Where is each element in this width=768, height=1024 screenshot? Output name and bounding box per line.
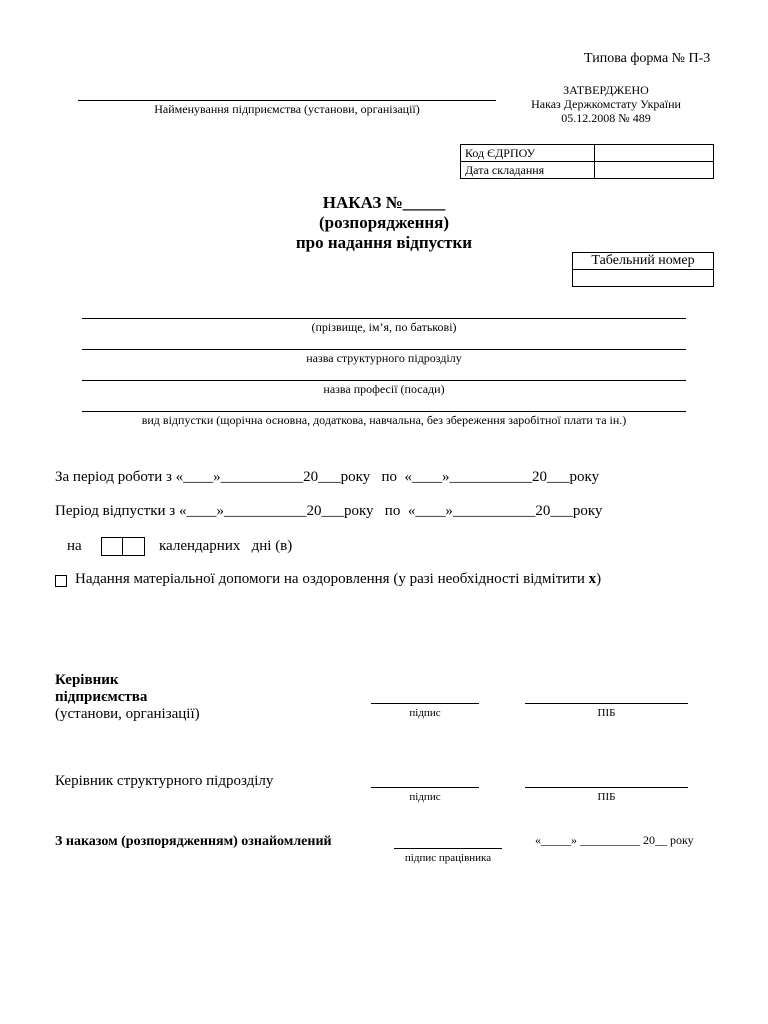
head-org-line-1: Керівник — [55, 672, 119, 688]
head-dept-pib-caption: ПІБ — [597, 791, 616, 803]
head-dept-signature-field[interactable] — [371, 787, 479, 788]
table-row — [461, 145, 714, 162]
days-prefix: на — [67, 538, 82, 554]
head-dept-pib-field[interactable] — [525, 787, 688, 788]
table-row — [573, 253, 714, 270]
form-label: Типова форма № П-3 — [584, 51, 711, 66]
head-org-pib-caption: ПІБ — [597, 707, 616, 719]
title-line-2: (розпорядження) — [318, 213, 450, 232]
full-name-field[interactable] — [82, 318, 686, 319]
department-field[interactable] — [82, 349, 686, 350]
tab-number-value[interactable] — [573, 270, 714, 287]
position-caption: назва професії (посади) — [323, 382, 445, 396]
position-field[interactable] — [82, 380, 686, 381]
head-org-line-2: підприємства — [55, 689, 148, 705]
leave-type-field[interactable] — [82, 411, 686, 412]
material-aid-end: ) — [596, 571, 602, 587]
table-row — [573, 270, 714, 287]
head-org-signature-caption: підпис — [409, 707, 441, 719]
material-aid-label — [75, 571, 601, 588]
head-org-pib-field[interactable] — [525, 703, 688, 704]
material-aid-checkbox[interactable] — [55, 575, 67, 587]
tab-number-label: Табельний номер — [573, 253, 714, 270]
codes-table — [460, 144, 714, 179]
acquainted-label: З наказом (розпорядженням) ознайомлений — [55, 834, 332, 849]
leave-type-caption: вид відпустки (щорічна основна, додаткова, навчальна, без збереження заробітної плати та ін.) — [141, 413, 627, 427]
date-label: Дата складання — [461, 162, 595, 179]
department-caption: назва структурного підрозділу — [306, 351, 462, 365]
days-suffix: календарних дні (в) — [159, 538, 293, 554]
edrpou-label: Код ЄДРПОУ — [461, 145, 595, 162]
org-name-field[interactable] — [78, 100, 496, 101]
employee-signature-caption: підпис працівника — [404, 852, 492, 864]
approval-line-3: 05.12.2008 № 489 — [561, 111, 651, 125]
head-org-line-3: (установи, організації) — [55, 706, 200, 722]
date-value[interactable] — [595, 162, 714, 179]
approval-block — [520, 83, 692, 125]
full-name-caption: (прізвище, ім’я, по батькові) — [311, 320, 457, 334]
days-count-box[interactable] — [101, 537, 145, 556]
approval-line-2: Наказ Держкомстату України — [531, 97, 681, 111]
head-dept-signature-caption: підпис — [409, 791, 441, 803]
material-aid-text: Надання матеріальної допомоги на оздоровлення (у разі необхідності відмітити — [75, 571, 589, 587]
head-dept-title: Керівник структурного підрозділу — [55, 773, 274, 789]
order-title — [234, 193, 534, 253]
title-line-3: про надання відпустки — [295, 233, 473, 252]
tab-number-table — [572, 252, 714, 287]
title-line-1: НАКАЗ №_____ — [322, 193, 446, 212]
acquainted-date[interactable]: «_____» __________ 20__ року — [535, 833, 694, 847]
approval-line-1: ЗАТВЕРДЖЕНО — [563, 83, 649, 97]
days-box-divider — [122, 537, 123, 556]
edrpou-value[interactable] — [595, 145, 714, 162]
table-row — [461, 162, 714, 179]
org-caption: Найменування підприємства (установи, організації) — [154, 102, 420, 116]
material-aid-mark: х — [588, 571, 597, 587]
employee-signature-field[interactable] — [394, 848, 502, 849]
leave-period[interactable]: Період відпустки з «____»___________20___року по «____»___________20___року — [55, 503, 603, 519]
head-org-signature-field[interactable] — [371, 703, 479, 704]
head-org-title — [55, 672, 200, 723]
work-period[interactable]: За період роботи з «____»___________20___року по «____»___________20___року — [55, 469, 600, 485]
